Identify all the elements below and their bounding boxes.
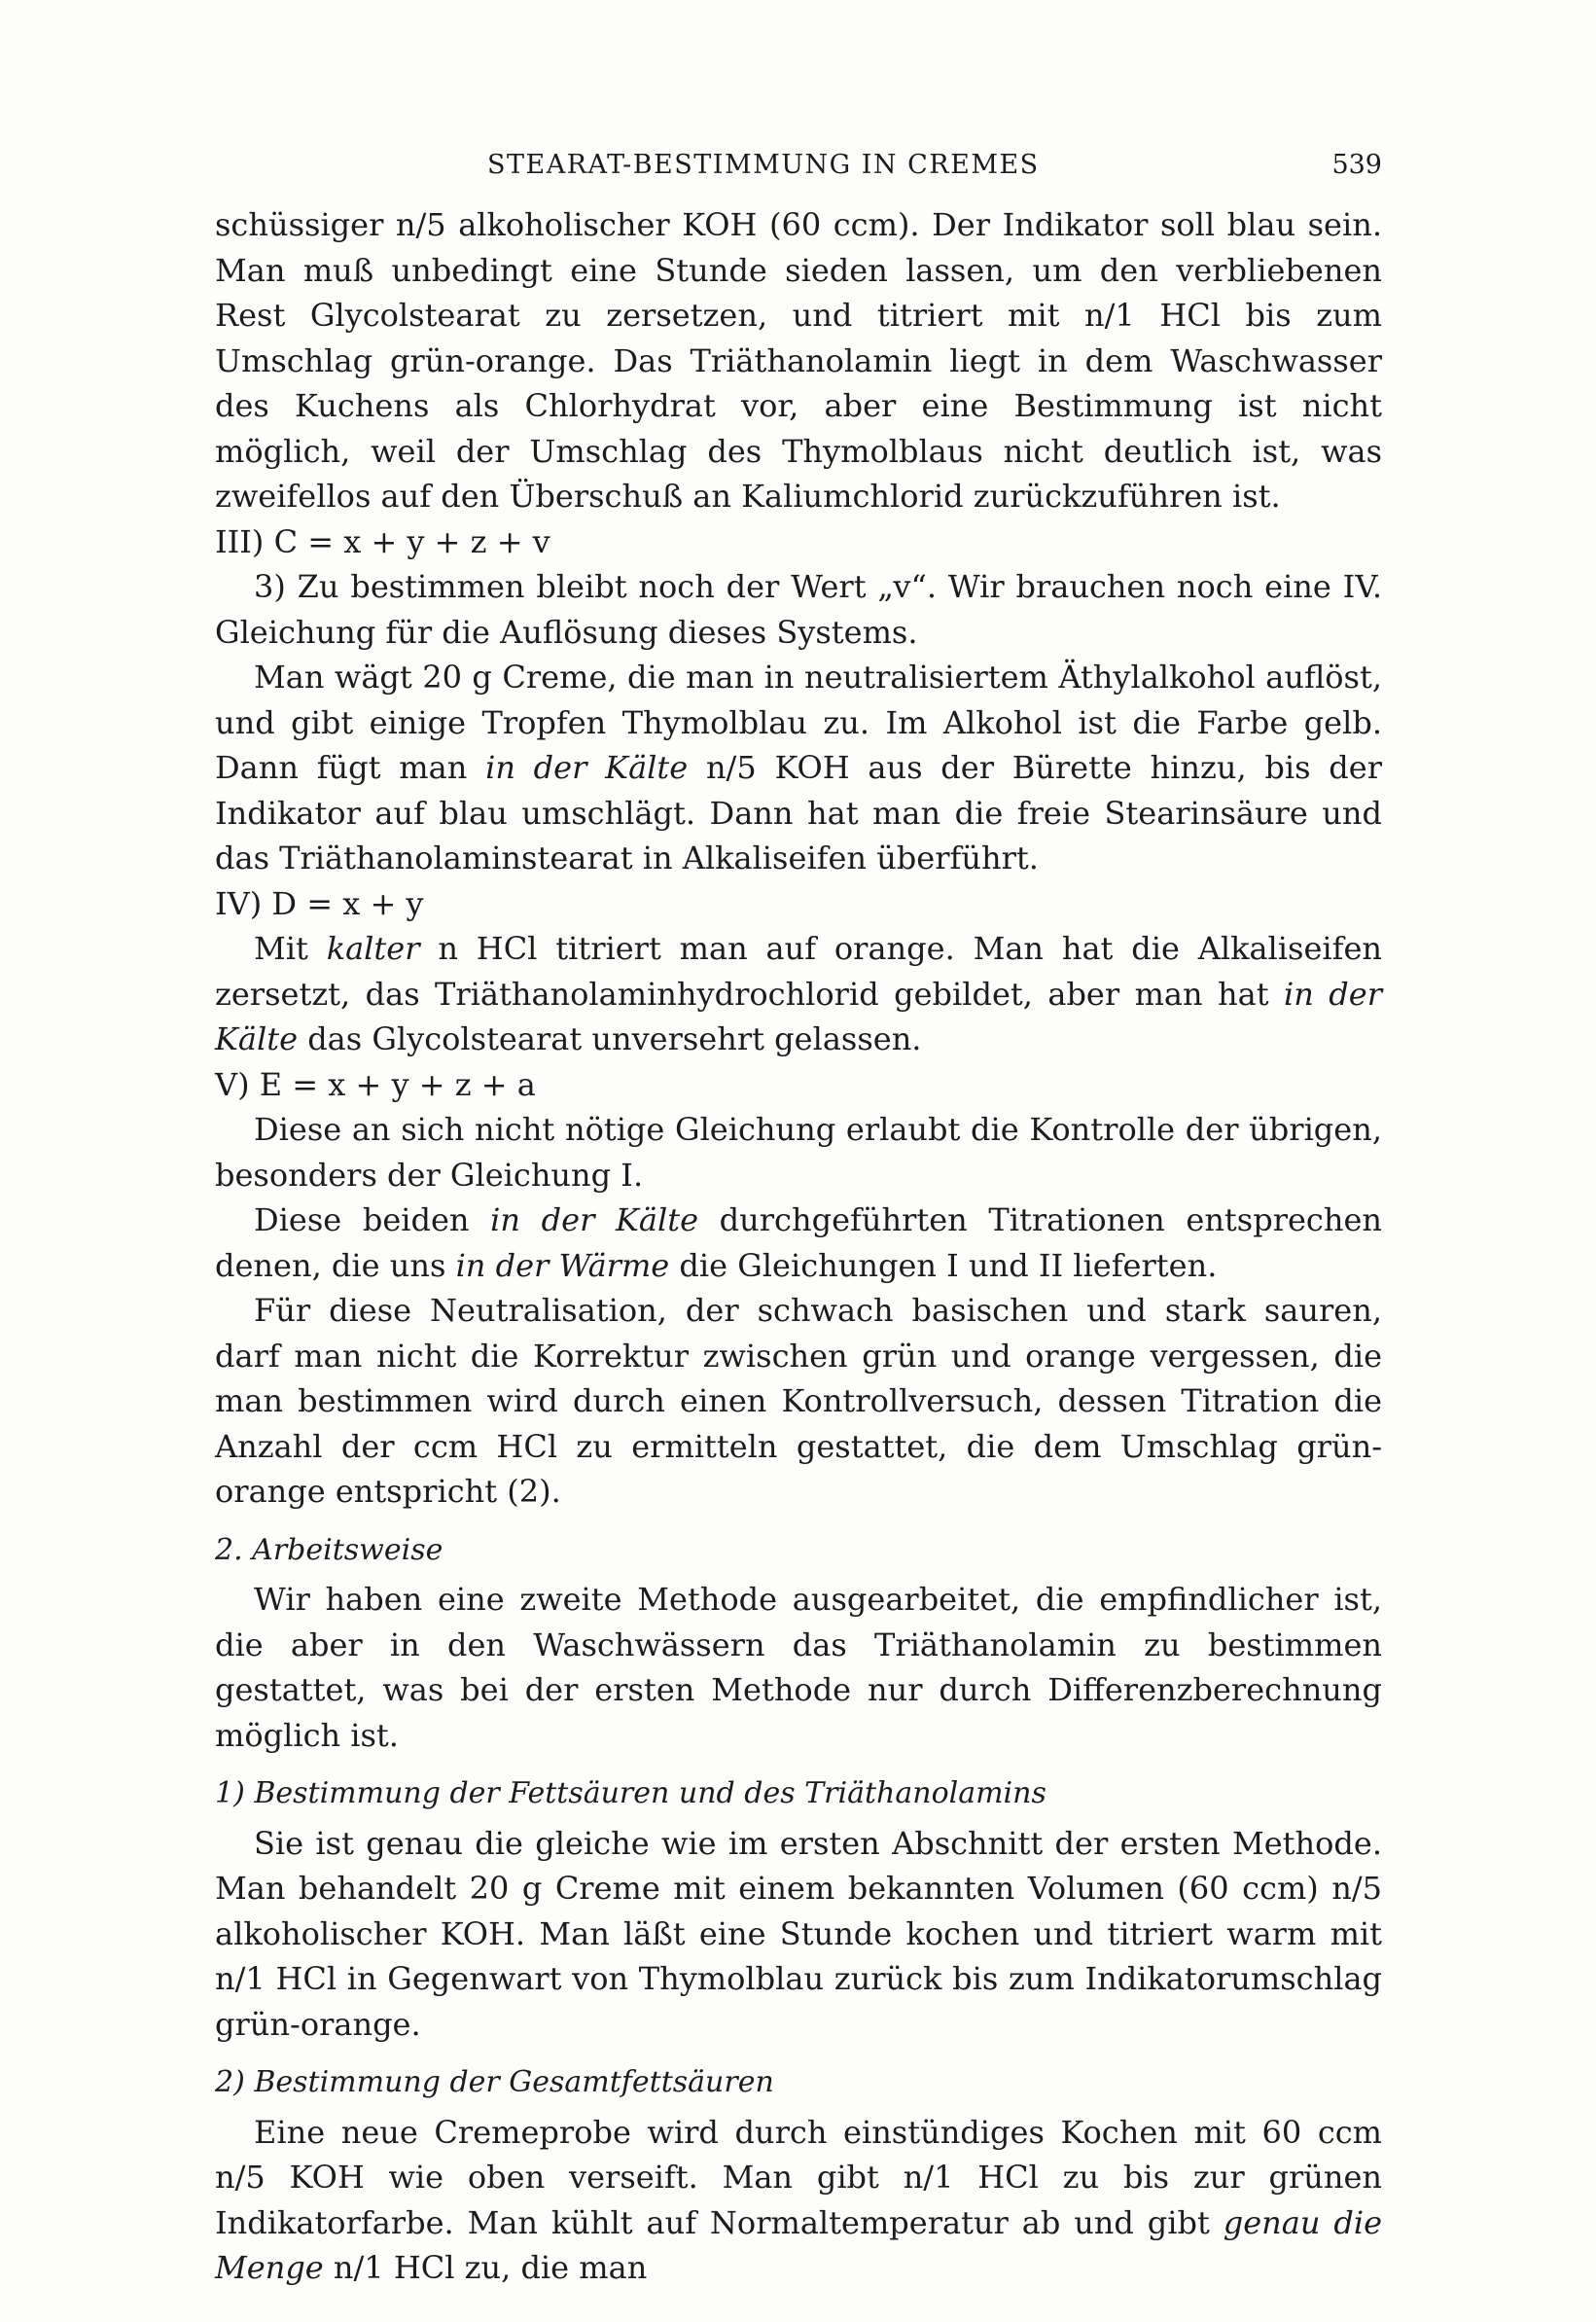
page [215,146,1382,2291]
paragraph-9: Sie ist genau die gleiche wie im ersten Abschnitt der ersten Methode. Man behandelt 20 g Creme mit einem bekannten Volumen (60 ccm) n/5 alkoholischer KOH. Man läßt eine Stunde kochen und titriert warm mit n/1 HCl in Gegenwart von Thymolblau zurück bis zum Indikatorumschlag grün-orange. [215,1824,1382,2043]
page-number: 539 [1331,150,1382,180]
running-header [215,146,1382,195]
paragraph-8: Wir haben eine zweite Methode ausgearbeitet, die empfindlicher ist, die aber in den Waschwässern das Triäthanolamin zu bestimmen gestattet, was bei der ersten Methode nur durch Differenzberechnung möglich ist. [215,1581,1382,1754]
paragraph-3: Man wägt 20 g Creme, die man in neutralisiertem Äthylalkohol auflöst, und gibt einige Tropfen Thymolblau zu. Im Alkohol ist die Farbe gelb. Dann fügt man in der Kälte n/5 KOH aus der Bürette hinzu, bis der Indikator auf blau umschlägt. Dann hat man die freie Stearinsäure und das Triäthanolaminstearat in Alkaliseifen überführt. [215,659,1383,876]
paragraph-2: 3) Zu bestimmen bleibt noch der Wert „v“. Wir brauchen noch eine IV. Gleichung für die Auflösung dieses Systems. [215,568,1382,651]
paragraph-4: Mit kalter n HCl titriert man auf orange. Man hat die Alkaliseifen zersetzt, das Triäthanolaminhydrochlorid gebildet, aber man hat in der Kälte das Glycolstearat unversehrt gelassen. [215,930,1383,1057]
body-text [215,202,1382,2291]
paragraph-10: Eine neue Cremeprobe wird durch einstündiges Kochen mit 60 ccm n/5 KOH wie oben verseift. Man gibt n/1 HCl zu bis zur grünen Indikatorfarbe. Man kühlt auf Normaltemperatur ab und gibt genau die Menge n/1 HCl zu, die man [215,2113,1382,2286]
section-heading-arbeitsweise: 2. Arbeitsweise [215,1532,443,1567]
subheading-2: 2) Bestimmung der Gesamtfettsäuren [215,2065,774,2099]
paragraph-1: schüssiger n/5 alkoholischer KOH (60 ccm). Der Indikator soll blau sein. Man muß unbedingt eine Stunde sieden lassen, um den verbliebenen Rest Glycolstearat zu zersetzen, und titriert mit n/1 HCl bis zum Umschlag grün-orange. Das Triäthanolamin liegt in dem Waschwasser des Kuchens als Chlorhydrat vor, aber eine Bestimmung ist nicht möglich, weil der Umschlag des Thymolblaus nicht deutlich ist, was zweifellos auf den Überschuß an Kaliumchlorid zurückzuführen ist. [215,206,1382,515]
paragraph-5: Diese an sich nicht nötige Gleichung erlaubt die Kontrolle der übrigen, besonders der Gleichung I. [215,1111,1382,1194]
equation-iv: IV) D = x + y [215,884,424,922]
subheading-1: 1) Bestimmung der Fettsäuren und des Triäthanolamins [215,1776,1046,1810]
paragraph-6: Diese beiden in der Kälte durchgeführten Titrationen entsprechen denen, die uns in der Wärme die Gleichungen I und II lieferten. [215,1201,1382,1284]
equation-v: V) E = x + y + z + a [215,1065,536,1103]
paragraph-7: Für diese Neutralisation, der schwach basischen und stark sauren, darf man nicht die Korrektur zwischen grün und orange vergessen, die man bestimmen wird durch einen Kontrollversuch, dessen Titration die Anzahl der ccm HCl zu ermitteln gestattet, die dem Umschlag grün-orange entspricht (2). [215,1292,1382,1510]
equation-iii: III) C = x + y + z + v [215,522,550,560]
running-title: STEARAT-BESTIMMUNG IN CREMES [487,150,1040,180]
